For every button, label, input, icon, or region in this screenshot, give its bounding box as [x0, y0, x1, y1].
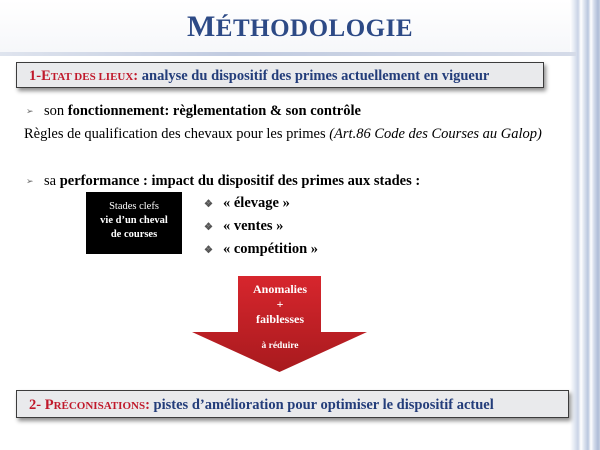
stage-item: ❖ « élevage »: [204, 195, 290, 211]
section-2-banner: 2- PRÉCONISATIONS: pistes d’amélioration pour optimiser le dispositif actuel: [16, 390, 569, 418]
section-1-number: 1-: [29, 68, 42, 84]
stage-item: ❖ « ventes »: [204, 218, 284, 234]
stage-item: ❖ « compétition »: [204, 241, 319, 257]
title-divider: [0, 52, 576, 56]
arrow-bullet-icon: ➢: [26, 106, 34, 116]
arrow-label: Anomalies + faiblesses: [253, 282, 307, 326]
diamond-bullet-icon: ❖: [204, 222, 213, 233]
side-stripes-decoration: [570, 0, 600, 450]
key-stages-box: Stades clefs vie d’un cheval de courses: [86, 192, 182, 254]
section-1-heading-cap: E: [41, 68, 51, 84]
arrow-note: à réduire: [261, 341, 299, 351]
section-1-heading: TAT DES LIEUX: [50, 71, 134, 83]
page-title: MÉTHODOLOGIE: [186, 10, 414, 43]
section-2-text: pistes d’amélioration pour optimiser le dispositif actuel: [153, 397, 494, 413]
section-2-heading: RÉCONISATIONS: [53, 400, 146, 412]
bullet-performance: ➢ sa performance : impact du dispositif des primes aux stades :: [26, 173, 421, 189]
bullet-fonctionnement: ➢ son fonctionnement: règlementation & son contrôle: [26, 103, 361, 119]
section-1-text: analyse du dispositif des primes actuellement en vigueur: [141, 68, 490, 84]
diamond-bullet-icon: ❖: [204, 199, 213, 210]
diamond-bullet-icon: ❖: [204, 245, 213, 256]
section-2-number: 2-: [29, 397, 42, 413]
section-2-heading-cap: P: [44, 397, 54, 413]
rules-line: Règles de qualification des chevaux pour les primes (Art.86 Code des Courses au Galop): [24, 126, 542, 142]
section-1-banner: 1-ETAT DES LIEUX: analyse du dispositif des primes actuellement en vigueur: [16, 62, 544, 88]
arrow-bullet-icon: ➢: [26, 176, 34, 186]
